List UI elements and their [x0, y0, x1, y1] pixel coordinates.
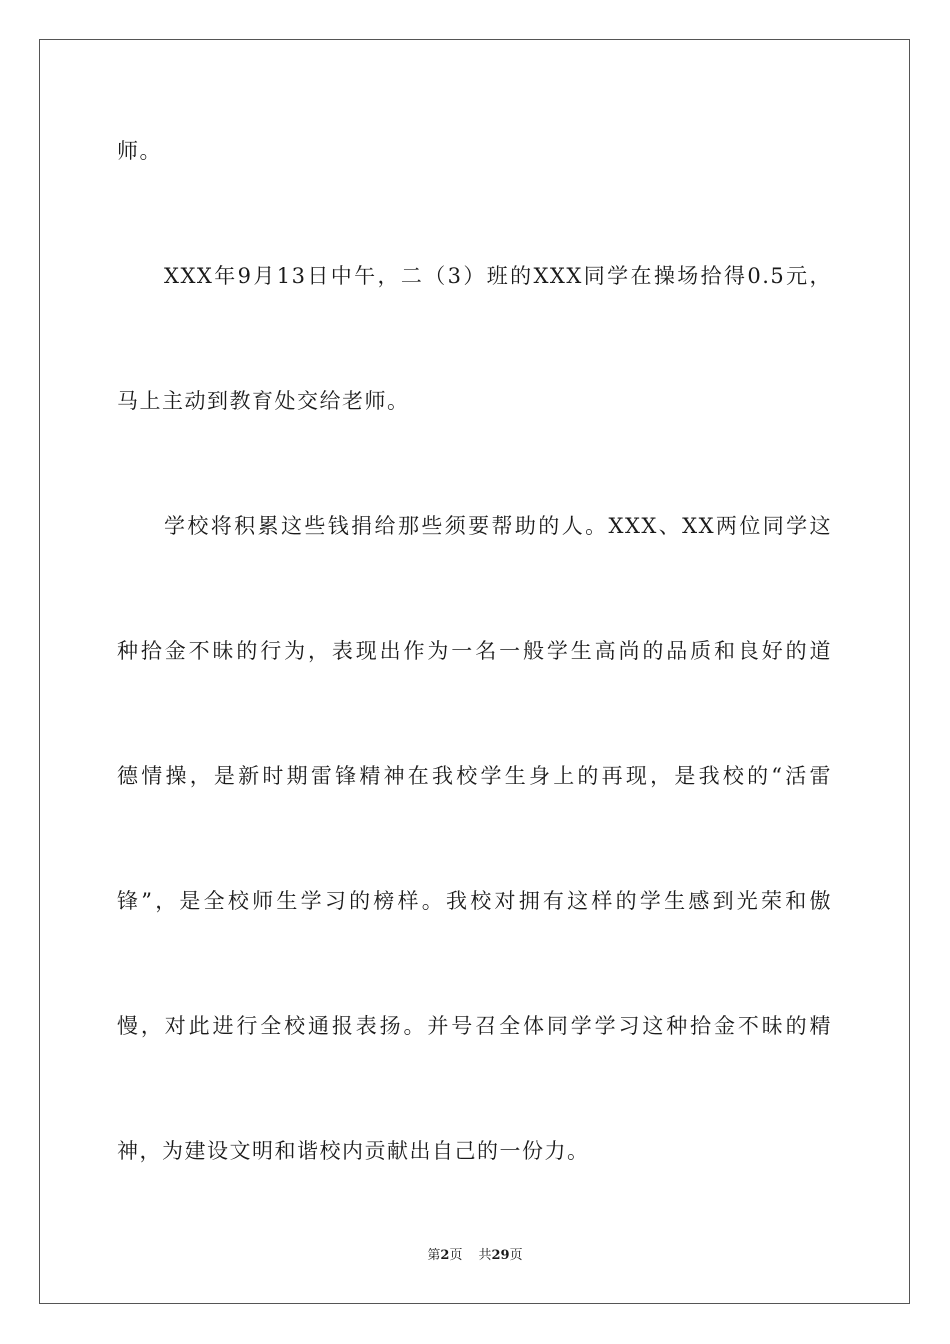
page-footer — [0, 1247, 950, 1265]
footer-page-prefix: 第 — [427, 1248, 441, 1263]
text-line-3: 马上主动到教育处交给老师。 — [117, 389, 410, 413]
text-line-8: 慢，对此进行全校通报表扬。并号召全体同学学习这种拾金不昧的精 — [117, 1014, 832, 1038]
footer-page-suffix: 页 — [449, 1248, 463, 1263]
text-line-2: XXX年9月13日中午，二（3）班的XXX同学在操场拾得0.5元， — [164, 264, 832, 288]
footer-total-prefix: 共 — [478, 1248, 492, 1263]
text-line-1: 师。 — [117, 139, 162, 163]
text-line-6: 德情操，是新时期雷锋精神在我校学生身上的再现，是我校的“活雷 — [117, 764, 832, 788]
footer-page-number: 2 — [440, 1248, 450, 1263]
text-line-9: 神，为建设文明和谐校内贡献出自己的一份力。 — [117, 1139, 590, 1163]
text-line-4: 学校将积累这些钱捐给那些须要帮助的人。XXX、XX两位同学这 — [164, 514, 832, 538]
footer-total-suffix: 页 — [509, 1248, 523, 1263]
page-border — [39, 39, 910, 1304]
text-line-5: 种拾金不昧的行为，表现出作为一名一般学生高尚的品质和良好的道 — [117, 639, 832, 663]
footer-total-number: 29 — [491, 1248, 510, 1263]
text-line-7: 锋”，是全校师生学习的榜样。我校对拥有这样的学生感到光荣和傲 — [117, 889, 832, 913]
